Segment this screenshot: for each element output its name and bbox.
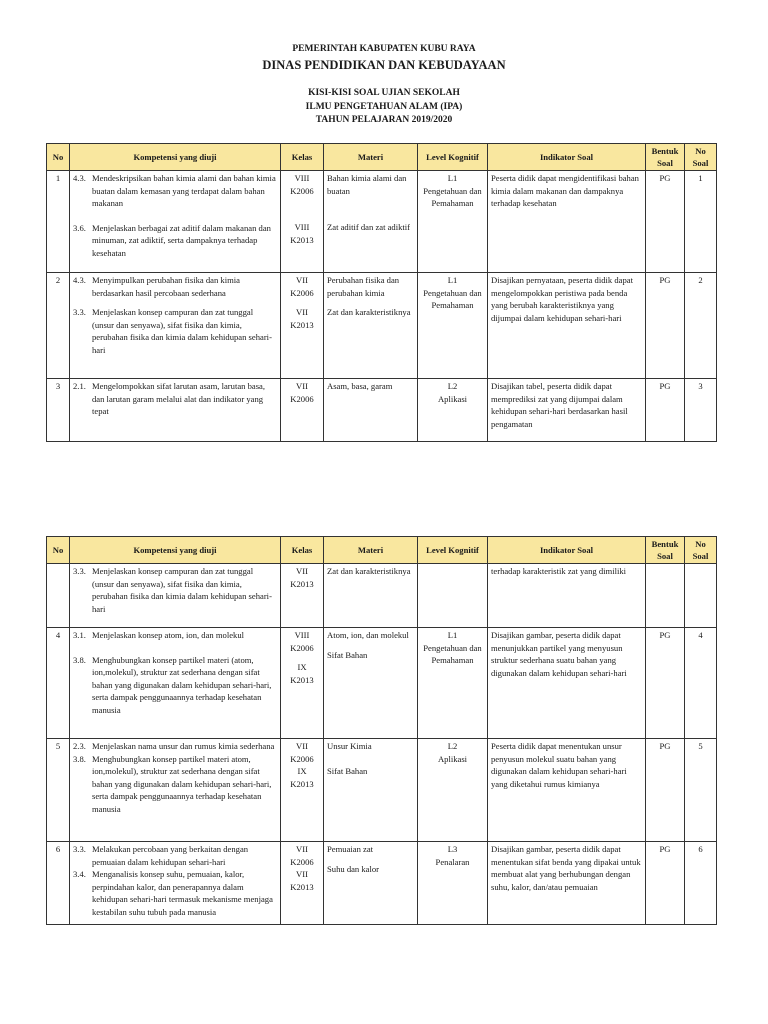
kelas-curriculum: K2013 (290, 674, 314, 685)
indikator-cell: terhadap karakteristik zat yang dimiliki (488, 564, 646, 628)
kelas-curriculum: K2006 (290, 642, 314, 653)
kelas-grade: VII (296, 844, 308, 854)
kompetensi-cell (70, 842, 281, 925)
kelas-curriculum: K2006 (290, 393, 314, 404)
bentuk-cell (646, 564, 685, 628)
header-document-title: KISI-KISI SOAL UJIAN SEKOLAH (308, 88, 460, 98)
col-header-kompetensi: Kompetensi yang diuji (70, 144, 281, 171)
kd-code: 2.3. (73, 741, 86, 751)
kisi-kisi-table-2 (46, 536, 717, 925)
header-school-year: TAHUN PELAJARAN 2019/2020 (315, 115, 453, 125)
kelas-grade: VII (296, 275, 308, 285)
row-number: 1 (47, 171, 70, 273)
kd-code: 4.3. (73, 275, 86, 285)
materi-item: Suhu dan kalor (327, 863, 380, 874)
col-header-kelas: Kelas (281, 537, 324, 564)
kompetensi-cell (70, 628, 281, 739)
kelas-curriculum: K2006 (290, 753, 314, 764)
kelas-curriculum: K2006 (290, 856, 314, 867)
level-text: Penalaran (435, 856, 470, 867)
col-header-materi: Materi (324, 144, 418, 171)
kelas-grade: VIII (294, 630, 310, 640)
kelas-grade: VII (296, 381, 308, 391)
kelas-cell (281, 379, 324, 442)
table-row (47, 628, 717, 739)
kd-code: 4.3. (73, 173, 86, 183)
bentuk-cell: PG (646, 739, 685, 842)
table-header-row (47, 537, 717, 564)
nosoal-cell: 3 (685, 379, 717, 442)
level-cell (418, 628, 488, 739)
kelas-grade: VII (296, 869, 308, 880)
kd-text: Melakukan percobaan yang berkaitan dengan pemuaian dalam kehidupan sehari-hari (92, 844, 249, 867)
header-government: PEMERINTAH KABUPATEN KUBU RAYA (292, 44, 476, 54)
materi-item: Zat dan karakteristiknya (327, 307, 411, 318)
kelas-grade: IX (297, 662, 307, 673)
materi-item: Sifat Bahan (327, 765, 368, 776)
kelas-curriculum: K2013 (290, 778, 314, 789)
nosoal-cell (685, 564, 717, 628)
bentuk-cell: PG (646, 171, 685, 273)
col-header-kompetensi: Kompetensi yang diuji (70, 537, 281, 564)
kd-code: 3.3. (73, 844, 86, 854)
col-header-bentuk: Bentuk Soal (646, 537, 685, 564)
kd-text: Menjelaskan konsep campuran dan zat tunggal (unsur dan senyawa), sifat fisika dan kimia, perubahan fisika dan kimia dalam kehidupan sehari-hari (92, 566, 272, 614)
level-code: L1 (447, 173, 458, 183)
table-row (47, 379, 717, 442)
kd-code: 3.3. (73, 307, 86, 318)
materi-cell (324, 628, 418, 739)
kd-text: Menganalisis konsep suhu, pemuaian, kalor, perpindahan kalor, dan penerapannya dalam kehidupan sehari-hari termasuk mekanisme menjaga kestabilan suhu tubuh pada manusia (92, 869, 273, 917)
kd-text: Menghubungkan konsep partikel materi atom, ion,molekul), struktur zat sederhana dengan sifat bahan yang digunakan dalam kehidupan sehari-hari, serta dampak penggunaannya terhadap kesehatan manusia (92, 753, 272, 814)
nosoal-cell: 2 (685, 273, 717, 379)
col-header-no: No (47, 144, 70, 171)
table-header-row (47, 144, 717, 171)
kelas-grade: VII (296, 307, 308, 318)
kelas-grade: VIII (294, 173, 310, 183)
indikator-cell: Peserta didik dapat mengidentifikasi bahan kimia dalam makanan dan dampaknya terhadap kesehatan (488, 171, 646, 273)
row-number: 3 (47, 379, 70, 442)
col-header-no: No (47, 537, 70, 564)
col-header-level: Level Kognitif (418, 537, 488, 564)
materi-cell (324, 379, 418, 442)
kd-code: 3.3. (73, 566, 86, 576)
kd-text: Menyimpulkan perubahan fisika dan kimia berdasarkan hasil percobaan sederhana (92, 275, 240, 298)
nosoal-cell: 5 (685, 739, 717, 842)
nosoal-cell: 1 (685, 171, 717, 273)
kelas-cell (281, 842, 324, 925)
level-code: L1 (447, 630, 458, 640)
kompetensi-cell (70, 273, 281, 379)
nosoal-cell: 6 (685, 842, 717, 925)
nosoal-cell: 4 (685, 628, 717, 739)
level-text: Pengetahuan dan Pemahaman (423, 185, 482, 209)
kd-code: 3.4. (73, 869, 86, 880)
bentuk-cell: PG (646, 628, 685, 739)
level-cell (418, 842, 488, 925)
kelas-curriculum: K2013 (290, 234, 314, 245)
col-header-indikator: Indikator Soal (488, 537, 646, 564)
table-row (47, 273, 717, 379)
kd-code: 2.1. (73, 381, 86, 391)
materi-item: Asam, basa, garam (327, 381, 393, 391)
bentuk-cell: PG (646, 273, 685, 379)
kisi-kisi-table-1 (46, 143, 717, 442)
level-code: L2 (447, 381, 458, 391)
indikator-cell: Disajikan gambar, peserta didik dapat menentukan sifat benda yang dipakai untuk membuat alat yang berhubungan dengan suhu, kalor, dan/atau pemuaian (488, 842, 646, 925)
kompetensi-cell (70, 564, 281, 628)
kd-code: 3.8. (73, 654, 86, 665)
kelas-grade: VII (296, 741, 308, 751)
kd-text: Menjelaskan berbagai zat aditif dalam makanan dan minuman, zat adiktif, serta dampaknya terhadap kesehatan (92, 222, 271, 258)
kelas-cell (281, 739, 324, 842)
kompetensi-cell (70, 379, 281, 442)
level-cell (418, 564, 488, 628)
level-text: Pengetahuan dan Pemahaman (423, 287, 482, 311)
table-row (47, 739, 717, 842)
indikator-cell: Disajikan gambar, peserta didik dapat menunjukkan partikel yang menyusun struktur sederhana suatu bahan yang digunakan dalam kehidupan sehari-hari (488, 628, 646, 739)
kelas-curriculum: K2013 (290, 319, 314, 330)
kelas-curriculum: K2013 (290, 881, 314, 892)
kelas-curriculum: K2006 (290, 287, 314, 298)
row-number: 2 (47, 273, 70, 379)
row-number: 4 (47, 628, 70, 739)
level-code: L1 (447, 275, 458, 285)
level-code: L2 (447, 741, 458, 751)
col-header-materi: Materi (324, 537, 418, 564)
level-code: L3 (447, 844, 458, 854)
kd-text: Menjelaskan nama unsur dan rumus kimia sederhana (92, 741, 275, 751)
kelas-cell (281, 171, 324, 273)
kelas-cell (281, 564, 324, 628)
kd-text: Mendeskripsikan bahan kimia alami dan bahan kimia buatan dalam kemasan yang terdapat dalam bahan makanan (92, 173, 276, 209)
materi-cell (324, 739, 418, 842)
kelas-curriculum: K2006 (290, 185, 314, 196)
indikator-cell: Disajikan tabel, peserta didik dapat memprediksi zat yang dijumpai dalam kehidupan sehari-hari berdasarkan hasil pengamatan (488, 379, 646, 442)
table-row (47, 564, 717, 628)
col-header-indikator: Indikator Soal (488, 144, 646, 171)
materi-cell (324, 171, 418, 273)
kd-code: 3.8. (73, 753, 86, 764)
materi-item: Zat aditif dan zat adiktif (327, 222, 411, 233)
table-row (47, 171, 717, 273)
kd-text: Menjelaskan konsep campuran dan zat tunggal (unsur dan senyawa), sifat fisika dan kimia, perubahan fisika dan kimia dalam kehidupan sehari-hari (92, 307, 272, 355)
bentuk-cell: PG (646, 379, 685, 442)
materi-cell (324, 842, 418, 925)
level-cell (418, 739, 488, 842)
materi-cell (324, 564, 418, 628)
kelas-grade: VIII (294, 222, 310, 233)
header-department: DINAS PENDIDIKAN DAN KEBUDAYAAN (262, 58, 506, 72)
row-number: 6 (47, 842, 70, 925)
row-number: 5 (47, 739, 70, 842)
kompetensi-cell (70, 739, 281, 842)
col-header-nosoal: No Soal (685, 537, 717, 564)
indikator-cell: Peserta didik dapat menentukan unsur penyusun molekul suatu bahan yang digunakan dalam kehidupan sehari-hari yang diketahui rumus kimianya (488, 739, 646, 842)
header-subject: ILMU PENGETAHUAN ALAM (IPA) (305, 102, 463, 112)
kd-text: Menjelaskan konsep atom, ion, dan molekul (92, 630, 245, 640)
level-cell (418, 379, 488, 442)
materi-item: Atom, ion, dan molekul (327, 630, 409, 640)
kelas-grade: IX (297, 766, 307, 777)
kd-text: Menghubungkan konsep partikel materi (atom, ion,molekul), struktur zat sederhana dengan sifat bahan yang digunakan dalam kehidupan sehari-hari, serta dampak penggunaannya terhadap kesehatan manusia (92, 654, 272, 715)
kelas-curriculum: K2013 (290, 578, 314, 589)
materi-item: Sifat Bahan (327, 649, 368, 660)
kelas-cell (281, 628, 324, 739)
col-header-level: Level Kognitif (418, 144, 488, 171)
kd-code: 3.6. (73, 222, 86, 233)
materi-item: Perubahan fisika dan perubahan kimia (327, 275, 400, 298)
level-text: Aplikasi (437, 753, 468, 764)
col-header-kelas: Kelas (281, 144, 324, 171)
kompetensi-cell (70, 171, 281, 273)
materi-item: Zat dan karakteristiknya (327, 566, 411, 576)
level-text: Aplikasi (437, 393, 468, 404)
kelas-cell (281, 273, 324, 379)
level-cell (418, 171, 488, 273)
bentuk-cell: PG (646, 842, 685, 925)
materi-item: Pemuaian zat (327, 844, 374, 854)
materi-item: Unsur Kimia (327, 741, 372, 751)
level-text: Pengetahuan dan Pemahaman (423, 642, 482, 666)
materi-cell (324, 273, 418, 379)
kd-text: Mengelompokkan sifat larutan asam, larutan basa, dan larutan garam melalui alat dan indikator yang tepat (92, 381, 266, 417)
kelas-grade: VII (296, 566, 308, 576)
kd-code: 3.1. (73, 630, 86, 640)
materi-item: Bahan kimia alami dan buatan (327, 173, 407, 196)
row-number (47, 564, 70, 628)
col-header-bentuk: Bentuk Soal (646, 144, 685, 171)
indikator-cell: Disajikan pernyataan, peserta didik dapat mengelompokkan peristiwa pada benda yang berubah karakteristiknya yang dijumpai dalam kehidupan sehari-hari (488, 273, 646, 379)
level-cell (418, 273, 488, 379)
table-row (47, 842, 717, 925)
col-header-nosoal: No Soal (685, 144, 717, 171)
